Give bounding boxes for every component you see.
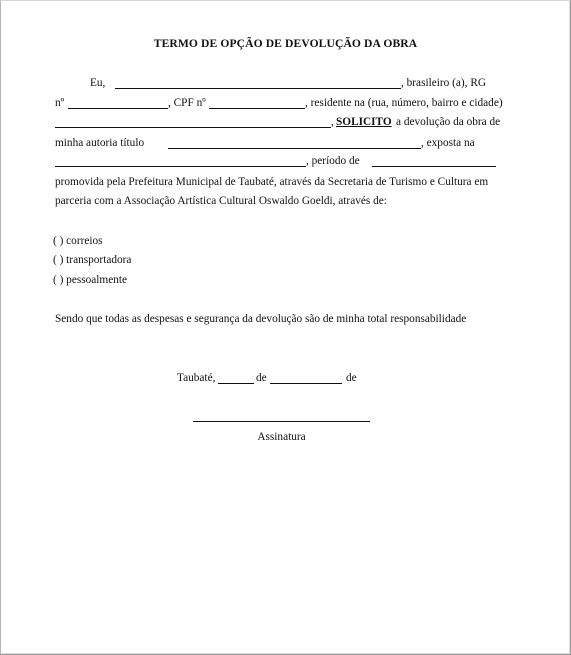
rg-field-line[interactable]	[68, 108, 168, 109]
responsibility-text: Sendo que todas as despesas e segurança da devolução são de minha total responsabilidade	[55, 313, 467, 325]
date-de-2: de	[346, 372, 357, 384]
solicito-text: SOLICITO	[336, 116, 392, 128]
cpf-label: , CPF nº	[168, 97, 206, 109]
page-title: TERMO DE OPÇÃO DE DEVOLUÇÃO DA OBRA	[153, 37, 418, 50]
option-pessoalmente[interactable]: ( ) pessoalmente	[53, 274, 128, 286]
promovida-text: promovida pela Prefeitura Municipal de Taubaté, através da Secretaria de Turismo e Cultura em	[55, 176, 489, 188]
titulo-field-line[interactable]	[168, 148, 421, 149]
residente-label: , residente na (rua, número, bairro e cidade)	[305, 97, 503, 109]
name-field-line[interactable]	[115, 88, 401, 89]
address-field-line[interactable]	[55, 127, 331, 128]
month-field-line[interactable]	[270, 383, 342, 384]
cpf-field-line[interactable]	[209, 108, 305, 109]
date-de-1: de	[256, 372, 267, 384]
exposta-label: , exposta na	[421, 137, 475, 149]
eu-label: Eu,	[90, 77, 106, 89]
rg-number-label: nº	[55, 97, 65, 109]
city-label: Taubaté,	[177, 372, 216, 384]
brasileiro-label: , brasileiro (a), RG	[401, 77, 487, 89]
signature-label: Assinatura	[257, 431, 306, 443]
signature-line[interactable]	[193, 421, 370, 422]
exposicao-field-line[interactable]	[55, 166, 306, 167]
minha-autoria-label: minha autoria título	[55, 137, 145, 149]
parceria-text: parceria com a Associação Artística Cultural Oswaldo Goeldi, através de:	[55, 195, 387, 207]
devolucao-label: a devolução da obra de	[396, 116, 501, 128]
periodo-label: , período de	[306, 155, 360, 167]
option-transportadora[interactable]: ( ) transportadora	[53, 254, 132, 266]
day-field-line[interactable]	[218, 383, 254, 384]
periodo-field-line[interactable]	[372, 166, 496, 167]
option-correios[interactable]: ( ) correios	[53, 235, 103, 247]
address-comma: ,	[331, 116, 334, 128]
